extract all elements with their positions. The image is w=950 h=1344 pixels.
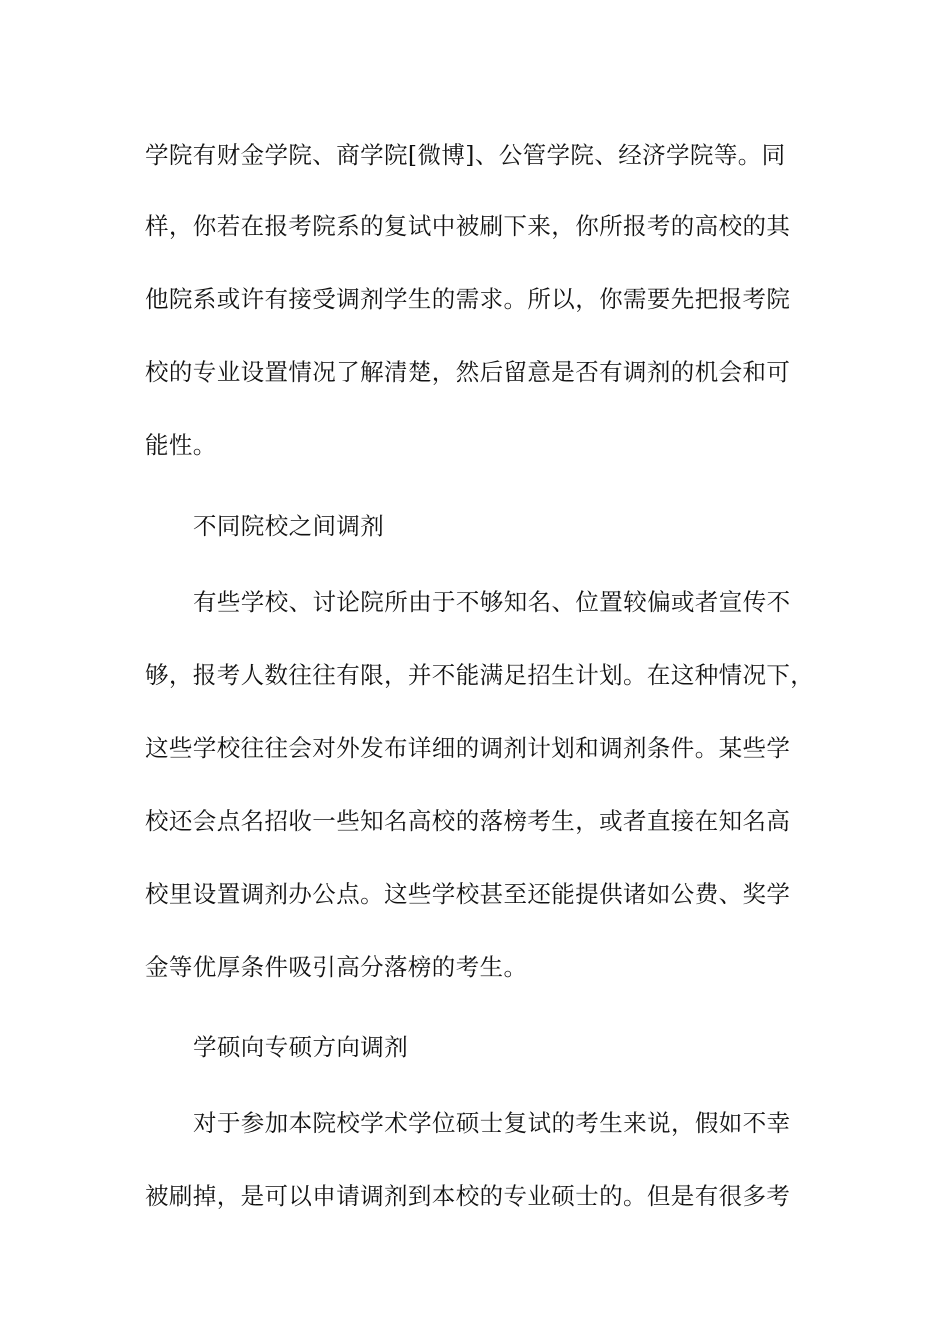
paragraph-line: 样，你若在报考院系的复试中被刷下来，你所报考的高校的其 [145, 212, 791, 240]
paragraph-line: 校还会点名招收一些知名高校的落榜考生，或者直接在知名高 [145, 807, 791, 835]
paragraph-line: 这些学校往往会对外发布详细的调剂计划和调剂条件。某些学 [145, 734, 791, 762]
paragraph-line: 金等优厚条件吸引高分落榜的考生。 [145, 953, 528, 981]
section-heading: 学硕向专硕方向调剂 [193, 1033, 409, 1061]
section-heading: 不同院校之间调剂 [193, 512, 385, 540]
paragraph-line: 他院系或许有接受调剂学生的需求。所以，你需要先把报考院 [145, 285, 791, 313]
paragraph-line: 校里设置调剂办公点。这些学校甚至还能提供诸如公费、奖学 [145, 880, 791, 908]
paragraph-line: 被刷掉，是可以申请调剂到本校的专业硕士的。但是有很多考 [145, 1182, 791, 1210]
paragraph-line: 有些学校、讨论院所由于不够知名、位置较偏或者宣传不 [193, 588, 791, 616]
paragraph-line: 学院有财金学院、商学院[微博]、公管学院、经济学院等。同 [145, 141, 786, 169]
paragraph-line: 对于参加本院校学术学位硕士复试的考生来说，假如不幸 [193, 1109, 791, 1137]
paragraph-line: 够，报考人数往往有限，并不能满足招生计划。在这种情况下， [145, 661, 815, 689]
paragraph-line: 能性。 [145, 431, 217, 459]
paragraph-line: 校的专业设置情况了解清楚，然后留意是否有调剂的机会和可 [145, 358, 791, 386]
